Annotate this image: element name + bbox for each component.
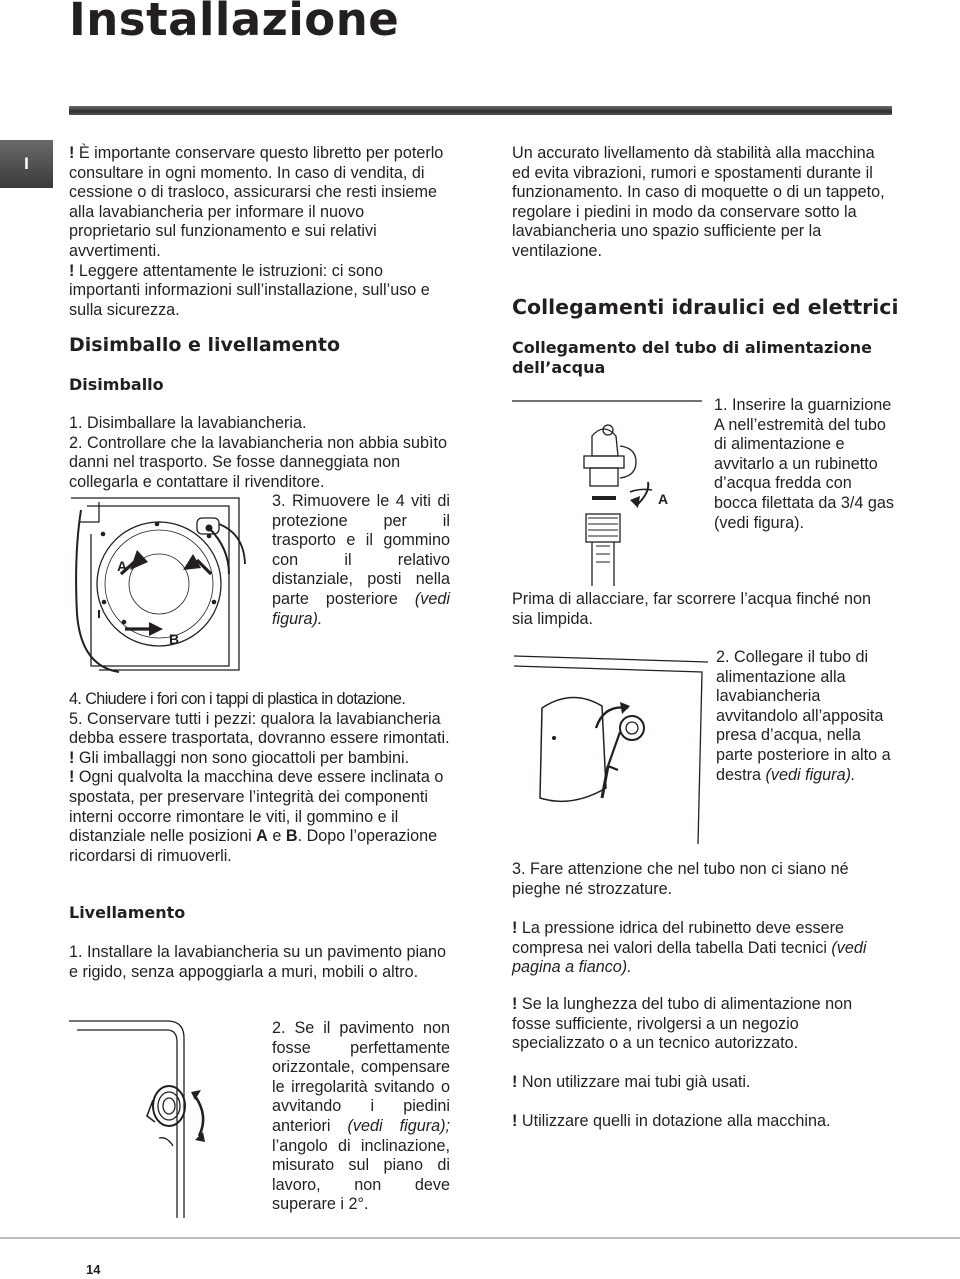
footer-rule bbox=[0, 1237, 960, 1239]
step-3: 3. Rimuovere le 4 viti di protezione per il trasporto e il gommino con il relativo distanziale, posti nella parte posteriore (vedi figura). bbox=[272, 492, 450, 628]
warning-hose-length: ! Se la lunghezza del tubo di alimentazione non fosse sufficiente, rivolgersi a un negozio specializzato o a un tecnico autorizzato. bbox=[512, 995, 853, 1053]
page-number: 14 bbox=[86, 1262, 101, 1277]
warning-packaging: ! Gli imballaggi non sono giocattoli per bambini. bbox=[69, 748, 410, 767]
machine-rear-figure bbox=[69, 494, 269, 680]
connection-step-1-note: Prima di allacciare, far scorrere l’acqua finché non sia limpida. bbox=[512, 590, 871, 628]
subtitle-unpacking: Disimballo bbox=[69, 375, 164, 394]
section-title-connections: Collegamenti idraulici ed elettrici bbox=[512, 295, 899, 319]
warning-used-hoses: ! Non utilizzare mai tubi già usati. bbox=[512, 1073, 751, 1091]
leveling-foot-figure bbox=[69, 1018, 269, 1218]
left-intro bbox=[69, 144, 449, 320]
note-keep-manual: ! È importante conservare questo libretto per poterlo consultare in ogni momento. In caso di vendita, di cessione o di trasloco, assicurarsi che resti insieme alla lavabiancheria per informare il nuovo proprietario sul funzionamento e sui relativi avvertimenti. bbox=[69, 144, 444, 260]
rear-inlet-figure bbox=[512, 648, 708, 844]
warning-supplied-hoses: ! Utilizzare quelli in dotazione alla macchina. bbox=[512, 1112, 831, 1130]
step-5: 5. Conservare tutti i pezzi: qualora la lavabiancheria debba essere trasportata, dovranno essere rimontati. bbox=[69, 709, 450, 748]
note-read-instructions: ! Leggere attentamente le istruzioni: ci sono importanti informazioni sull’installazione, sull’uso e sulla sicurezza. bbox=[69, 261, 430, 319]
connection-step-3: 3. Fare attenzione che nel tubo non ci siano né pieghe né strozzature. bbox=[512, 860, 849, 898]
step-1: 1. Disimballare la lavabiancheria. bbox=[69, 414, 307, 432]
figure-label-gasket: A bbox=[658, 491, 669, 507]
unpacking-steps-continued bbox=[69, 690, 451, 866]
page-title: Installazione bbox=[69, 0, 400, 46]
language-tab: I bbox=[0, 140, 53, 188]
unpacking-steps bbox=[69, 414, 449, 492]
warning-tilt: ! Ogni qualvolta la macchina deve essere inclinata o spostata, per preservare l’integrità dei componenti interni occorre rimontare le viti, il gommino e il distanziale nelle posizioni A e B. Dopo l’operazione ricordarsi di rimuoverli. bbox=[69, 768, 444, 865]
subtitle-leveling: Livellamento bbox=[69, 903, 186, 922]
header-rule bbox=[69, 106, 892, 115]
warning-pressure: ! La pressione idrica del rubinetto deve essere compresa nei valori della tabella Dati tecnici (vedi pagina a fianco). bbox=[512, 919, 867, 977]
connection-step-2: 2. Collegare il tubo di alimentazione alla lavabiancheria avvitandolo all’apposita presa d’acqua, nella parte posteriore in alto a destra (vedi figura). bbox=[716, 648, 891, 784]
figure-label-b: B bbox=[169, 631, 180, 647]
leveling-step-1: 1. Installare la lavabiancheria su un pavimento piano e rigido, senza appoggiarla a muri, mobili o altro. bbox=[69, 943, 447, 981]
connection-step-1: 1. Inserire la guarnizione A nell’estremità del tubo di alimentazione e avvitarlo a un rubinetto d’acqua fredda con bocca filettata da 3/4 gas (vedi figura). bbox=[714, 396, 894, 532]
section-title-unpacking: Disimballo e livellamento bbox=[69, 334, 341, 356]
subtitle-water-inlet: Collegamento del tubo di alimentazione dell’acqua bbox=[512, 338, 873, 377]
step-4: 4. Chiudere i fori con i tappi di plastica in dotazione. bbox=[69, 690, 406, 708]
tap-hose-figure bbox=[512, 396, 708, 586]
leveling-intro: Un accurato livellamento dà stabilità alla macchina ed evita vibrazioni, rumori e spostamenti durante il funzionamento. In caso di moquette o di un tappeto, regolare i piedini in modo da conservare sotto la lavabiancheria uno spazio sufficiente per la ventilazione. bbox=[512, 144, 885, 260]
leveling-step-2: 2. Se il pavimento non fosse perfettamente orizzontale, compensare le irregolarità svitando o avvitando i piedini anteriori (vedi figura); l’angolo di inclinazione, misurato sul piano di lavoro, non deve superare i 2°. bbox=[272, 1019, 451, 1214]
step-2: 2. Controllare che la lavabiancheria non abbia subìto danni nel trasporto. Se fosse danneggiata non collegarla e contattare il rivenditore. bbox=[69, 433, 447, 491]
figure-label-a: A bbox=[117, 558, 128, 574]
